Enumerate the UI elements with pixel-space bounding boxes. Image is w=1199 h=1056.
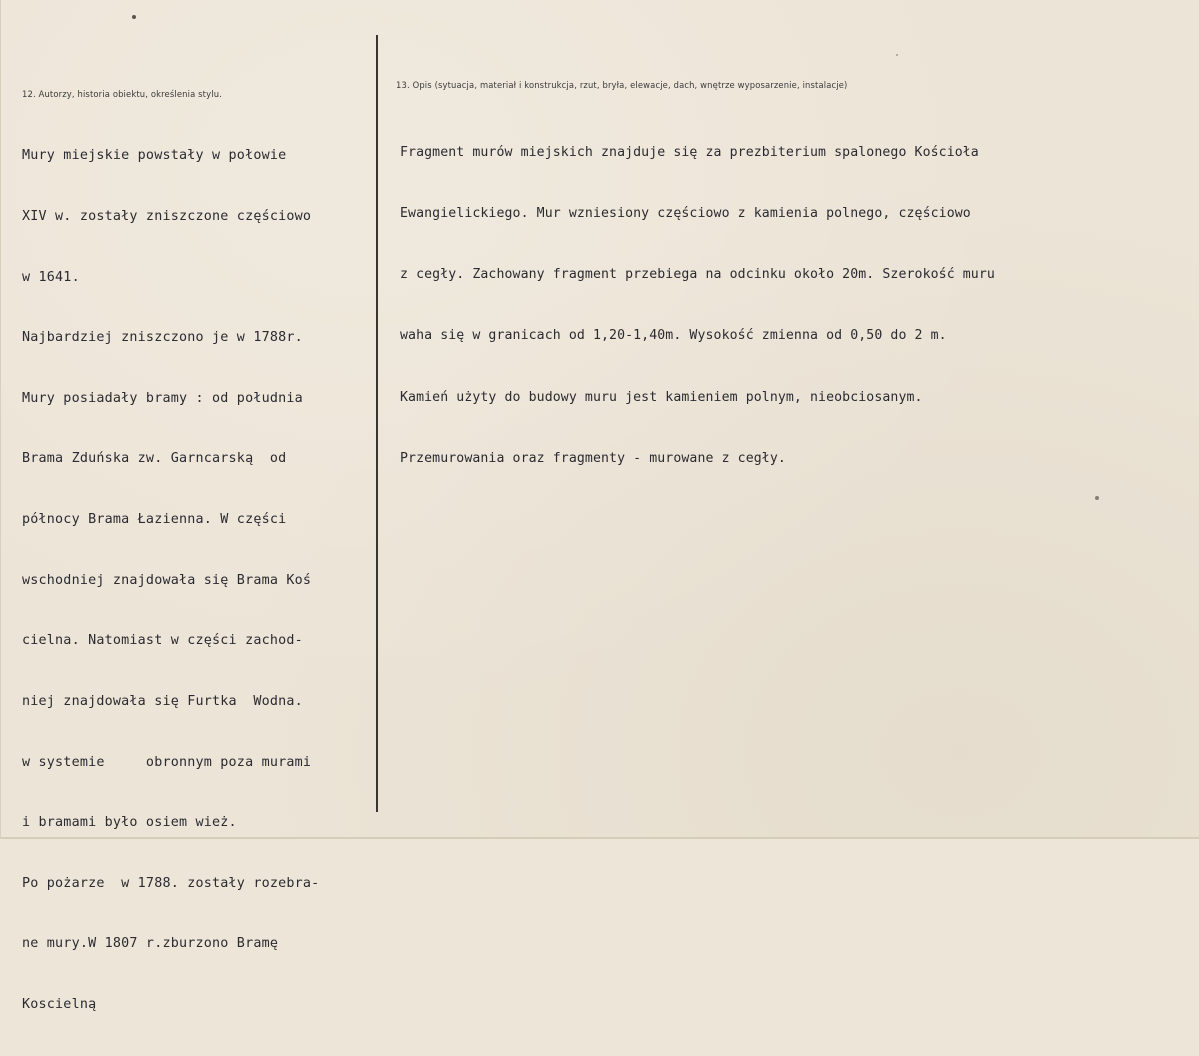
text-line: Ewangielickiego. Mur wzniesiony częściowo z kamienia polnego, częściowo — [400, 206, 971, 222]
text-line: północy Brama Łazienna. W części — [22, 512, 287, 528]
text-line: Najbardziej zniszczono je w 1788r. — [22, 330, 303, 346]
text-line: XIV w. zostały zniszczone częściowo — [22, 209, 312, 225]
text-line: Mury miejskie powstały w połowie — [22, 148, 287, 164]
text-line: Kamień użyty do budowy muru jest kamieniem polnym, nieobciosanym. — [400, 389, 923, 405]
text-line: Po pożarze w 1788. zostały rozebra- — [22, 875, 320, 891]
text-line: z cegły. Zachowany fragment przebiega na odcinku około 20m. Szerokość muru — [400, 267, 995, 283]
text-line: Brama Zduńska zw. Garncarską od — [22, 451, 287, 467]
paper-speck — [1095, 496, 1099, 500]
section-13-heading: 13. Opis (sytuacja, materiał i konstrukcja, rzut, bryła, elewacje, dach, wnętrze wyposarzenie, instalacje) — [396, 80, 848, 90]
text-line: wschodniej znajdowała się Brama Koś — [22, 572, 312, 588]
text-line: Przemurowania oraz fragmenty - murowane z cegły. — [400, 450, 786, 466]
text-line: Fragment murów miejskich znajduje się za prezbiterium spalonego Kościoła — [400, 144, 979, 160]
text-line: waha się w granicach od 1,20-1,40m. Wysokość zmienna od 0,50 do 2 m. — [400, 328, 947, 344]
text-line: ne mury.W 1807 r.zburzono Bramę — [22, 936, 279, 952]
text-line: niej znajdowała się Furtka Wodna. — [22, 693, 303, 709]
paper-speck — [896, 54, 898, 56]
paper-speck — [132, 15, 136, 19]
text-line: Koscielną — [22, 996, 97, 1012]
text-line: cielna. Natomiast w części zachod- — [22, 633, 303, 649]
text-line: Mury posiadały bramy : od południa — [22, 390, 303, 406]
text-line: i bramami było osiem wież. — [22, 815, 237, 831]
section-12-text — [22, 106, 319, 1056]
text-line: w 1641. — [22, 269, 80, 285]
column-divider — [376, 35, 378, 812]
section-13-text — [400, 102, 995, 510]
text-line: w systemie obronnym poza murami — [22, 754, 312, 770]
section-12-heading: 12. Autorzy, historia obiektu, określenia stylu. — [22, 89, 222, 99]
